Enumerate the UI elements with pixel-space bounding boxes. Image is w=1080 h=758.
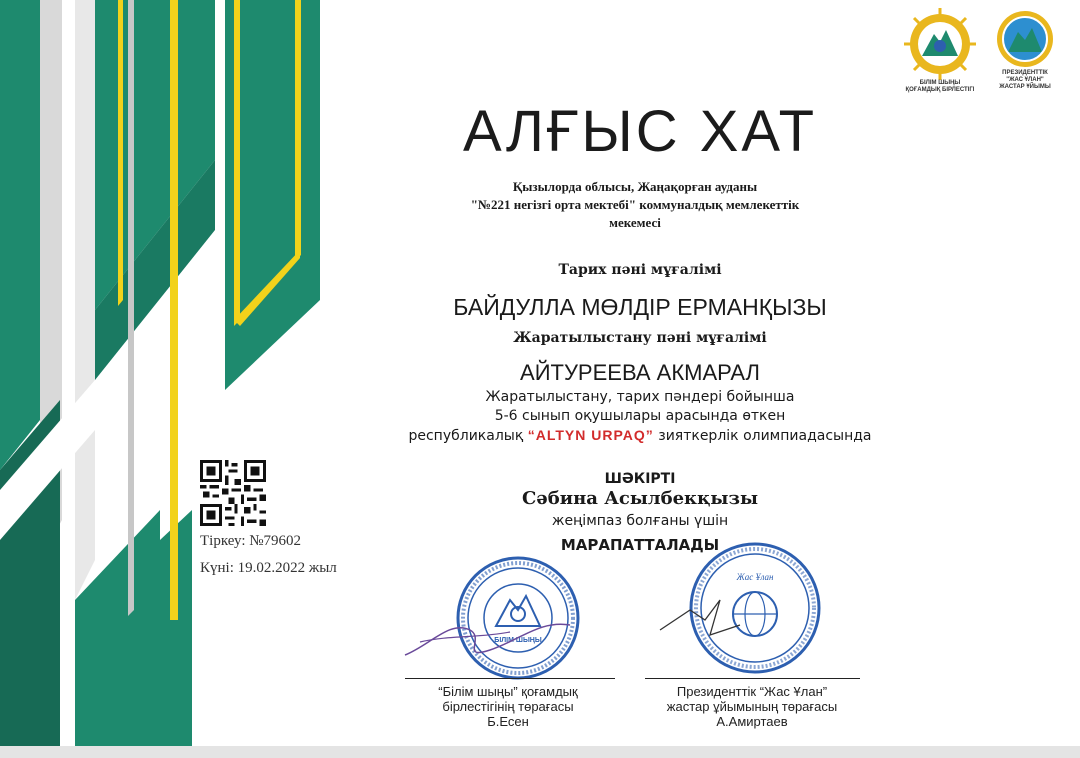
registration-date: Күні: 19.02.2022 жыл xyxy=(200,560,337,576)
pupil-label: ШӘКІРТІ xyxy=(604,471,676,487)
signature-right-line1: Президенттік “Жас Ұлан” xyxy=(676,684,828,699)
awarded-text: МАРАПАТТАЛАДЫ xyxy=(560,536,720,554)
recipient-2-name: АЙТУРЕЕВА АКМАРАЛ xyxy=(520,360,760,385)
stamp-left-inner-text: БІЛІМ ШЫҢЫ xyxy=(494,637,542,644)
zhas-ulan-logo-icon xyxy=(990,8,1060,70)
zhas-ulan-logo xyxy=(990,8,1060,98)
award-description xyxy=(320,388,960,446)
signature-block-left xyxy=(393,684,623,729)
signature-right-line3: А.Амиртаев xyxy=(716,714,788,729)
winner-reason: жеңімпаз болғаны үшін xyxy=(551,513,729,529)
zhas-ulan-stamp-icon xyxy=(650,540,840,680)
logo-right-line2: "ЖАС ҰЛАН" xyxy=(1006,77,1044,83)
description-line2: 5-6 сынып оқушылары арасында өткен xyxy=(494,408,786,424)
logo-right-line3: ЖАСТАР ҰЙЫМЫ xyxy=(999,84,1051,90)
bilim-shyngy-logo-icon xyxy=(900,8,980,80)
signature-block-right xyxy=(637,684,867,729)
bilim-shyngy-logo xyxy=(900,8,980,98)
logo-right-line1: ПРЕЗИДЕНТТІК xyxy=(1002,70,1048,76)
signature-left-line1: “Білім шыңы” қоғамдық xyxy=(438,684,578,699)
description-prefix: республикалық xyxy=(408,428,528,444)
signature-left-line2: бірлестігінің төрағасы xyxy=(442,699,574,714)
organization-line3: мекемесі xyxy=(609,215,661,230)
bilim-shyngy-stamp-icon xyxy=(400,550,585,680)
certificate-title: АЛҒЫС ХАТ xyxy=(462,99,818,164)
organization-line1: Қызылорда облысы, Жаңақорған ауданы xyxy=(512,179,758,194)
signature-left-line3: Б.Есен xyxy=(487,714,529,729)
signature-line-right xyxy=(645,678,860,679)
decorative-left-panel xyxy=(0,0,330,758)
signature-right-line2: жастар ұйымының төрағасы xyxy=(666,699,838,714)
signature-line-left xyxy=(405,678,615,679)
logo-left-line1: БІЛІМ ШЫҢЫ xyxy=(919,80,961,86)
olympiad-brand: “ALTYN URPAQ” xyxy=(527,427,654,443)
recipient-1-name: БАЙДУЛЛА МӨЛДІР ЕРМАНҚЫЗЫ xyxy=(453,294,827,320)
organization-line2: "№221 негізгі орта мектебі" коммуналдық мемлекеттік xyxy=(470,197,800,212)
pupil-name: Сәбина Асылбекқызы xyxy=(521,488,759,509)
recipient-2-subject: Жаратылыстану пәні мұғалімі xyxy=(513,330,767,346)
bottom-bar xyxy=(0,746,1080,758)
logo-left-line2: ҚОҒАМДЫҚ БІРЛЕСТІГІ xyxy=(905,87,975,93)
registration-number: Тіркеу: №79602 xyxy=(200,533,302,549)
description-line3 xyxy=(320,426,960,446)
description-suffix: зияткерлік олимпиадасында xyxy=(653,428,872,444)
qr-code-icon xyxy=(200,460,266,526)
description-line1: Жаратылыстану, тарих пәндері бойынша xyxy=(485,389,795,405)
stamp-right-inner-text: Жас Ұлан xyxy=(736,572,774,582)
organization-block xyxy=(425,178,845,232)
recipient-1-subject: Тарих пәні мұғалімі xyxy=(558,262,722,278)
